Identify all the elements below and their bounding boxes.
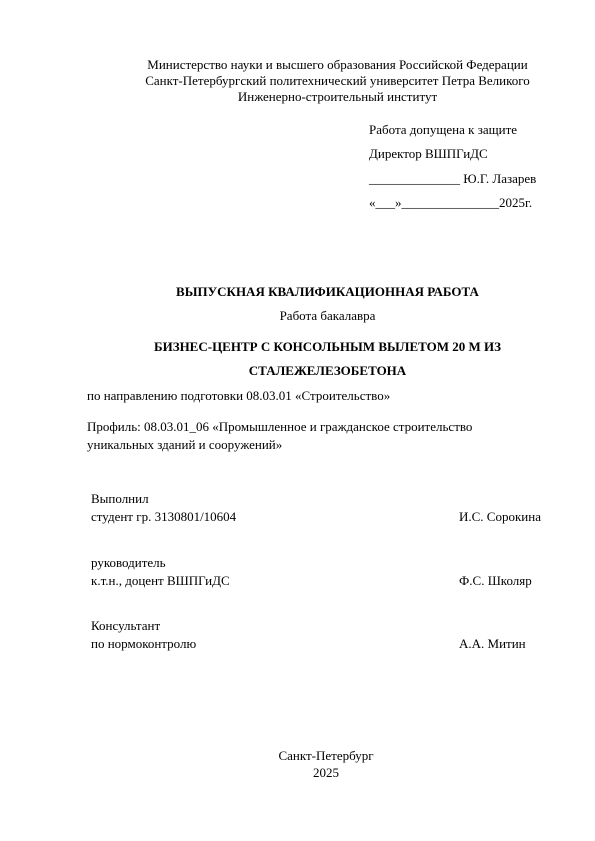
signature-name: А.А. Митин (459, 636, 526, 651)
footer-year: 2025 (313, 765, 339, 780)
signature-role: Выполнил (91, 491, 149, 506)
ministry-header (80, 57, 595, 105)
university-line: Санкт-Петербургский политехнический университет Петра Великого (145, 73, 530, 88)
ministry-line: Министерство науки и высшего образования Российской Федерации (147, 57, 528, 72)
degree-subtitle: Работа бакалавра (279, 308, 376, 323)
approval-date: «___»_______________2025г. (369, 195, 533, 210)
topic-line-1: БИЗНЕС-ЦЕНТР С КОНСОЛЬНЫМ ВЫЛЕТОМ 20 М ИЗ (154, 339, 501, 354)
profile-line-1: Профиль: 08.03.01_06 «Промышленное и гражданское строительство (87, 419, 473, 434)
work-type-title: ВЫПУСКНАЯ КВАЛИФИКАЦИОННАЯ РАБОТА (176, 284, 479, 299)
signature-position: по нормоконтролю (91, 636, 197, 651)
footer-city: Санкт-Петербург (278, 748, 374, 763)
signature-role: руководитель (91, 555, 166, 570)
topic-line-2: СТАЛЕЖЕЛЕЗОБЕТОНА (248, 363, 407, 378)
study-direction: по направлению подготовки 08.03.01 «Строительство» (87, 388, 391, 403)
approval-admitted: Работа допущена к защите (369, 122, 518, 137)
profile-line-2: уникальных зданий и сооружений» (87, 437, 283, 452)
signature-name: И.С. Сорокина (459, 509, 541, 524)
institute-line: Инженерно-строительный институт (237, 89, 438, 104)
approval-director: Директор ВШПГиДС (369, 146, 488, 161)
signature-name: Ф.С. Школяр (459, 573, 532, 588)
approval-signature: ______________ Ю.Г. Лазарев (369, 171, 537, 186)
signature-position: к.т.н., доцент ВШПГиДС (91, 573, 230, 588)
signature-role: Консультант (91, 618, 161, 633)
signature-position: студент гр. 3130801/10604 (91, 509, 237, 524)
